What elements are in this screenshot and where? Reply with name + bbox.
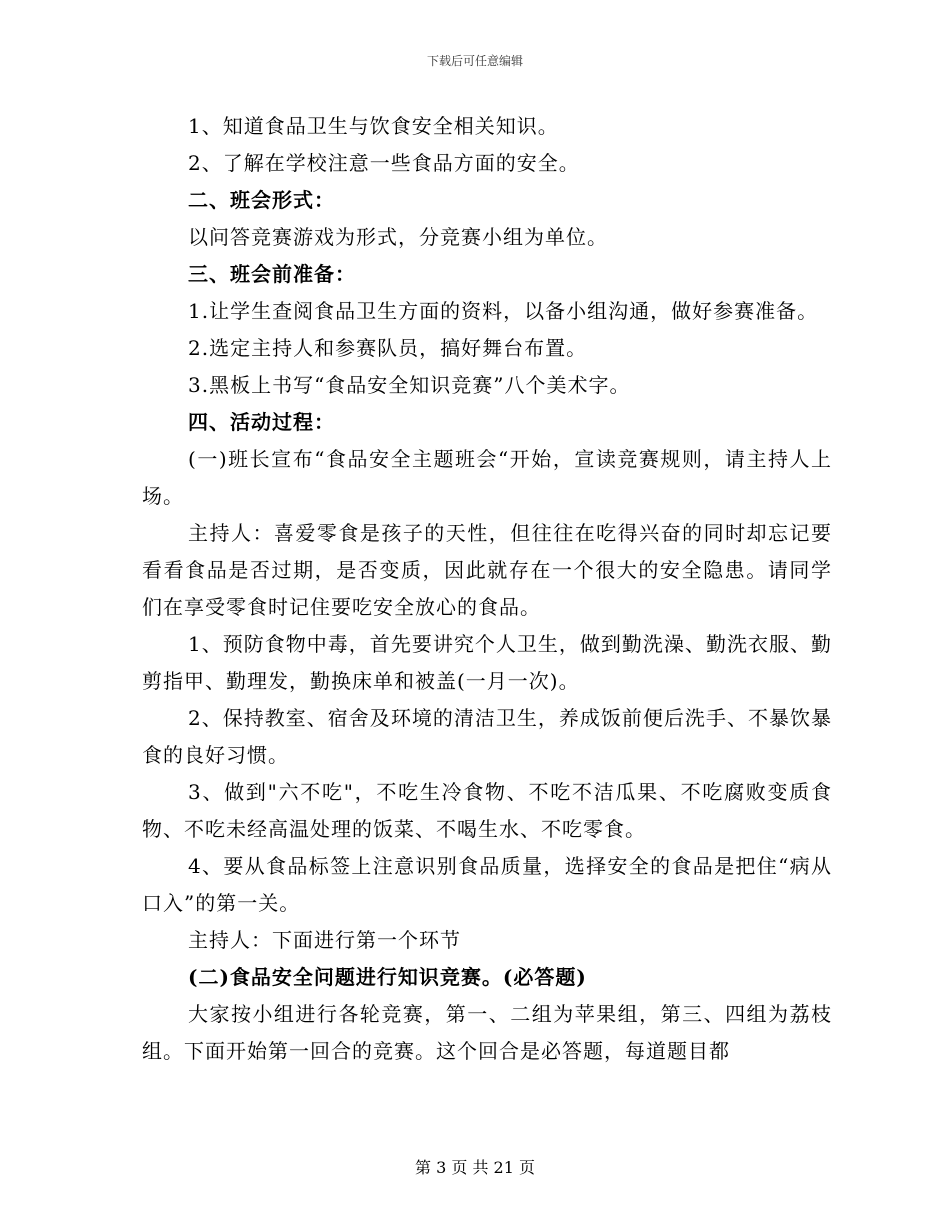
paragraph: 2、了解在学校注意一些食品方面的安全。 [188, 151, 580, 175]
paragraph: 主持人：下面进行第一个环节 [188, 928, 461, 952]
paragraph: 1.让学生查阅食品卫生方面的资料，以备小组沟通，做好参赛准备。 [188, 299, 819, 323]
paragraph: 3、做到"六不吃"，不吃生冷食物、不吃不洁瓜果、不吃腐败变质食物、不吃未经高温处理的饭菜、不喝生水、不吃零食。 [142, 780, 832, 841]
section-heading: 三、班会前准备： [188, 262, 356, 286]
document-body [142, 108, 832, 1070]
paragraph: 主持人：喜爱零食是孩子的天性，但往往在吃得兴奋的同时却忘记要看看食品是否过期，是否变质，因此就存在一个很大的安全隐患。请同学们在享受零食时记住要吃安全放心的食品。 [142, 521, 832, 619]
paragraph: 3.黑板上书写“食品安全知识竞赛”八个美术字。 [188, 373, 631, 397]
page-number-footer: 第 3 页 共 21 页 [415, 1158, 535, 1177]
section-heading: 四、活动过程： [188, 410, 335, 434]
section-heading: (二)食品安全问题进行知识竞赛。(必答题) [188, 965, 587, 989]
paragraph: 1、知道食品卫生与饮食安全相关知识。 [188, 114, 559, 138]
paragraph: 2.选定主持人和参赛队员，搞好舞台布置。 [188, 336, 588, 360]
paragraph: 1、预防食物中毒，首先要讲究个人卫生，做到勤洗澡、勤洗衣服、勤剪指甲、勤理发，勤换床单和被盖(一月一次)。 [142, 632, 832, 693]
page-header-note: 下载后可任意编辑 [426, 54, 523, 68]
section-heading: 二、班会形式： [188, 188, 335, 212]
paragraph: 大家按小组进行各轮竞赛，第一、二组为苹果组，第三、四组为荔枝组。下面开始第一回合的竞赛。这个回合是必答题，每道题目都 [142, 1002, 832, 1063]
paragraph: 2、保持教室、宿舍及环境的清洁卫生，养成饭前便后洗手、不暴饮暴食的良好习惯。 [142, 706, 832, 767]
paragraph: 4、要从食品标签上注意识别食品质量，选择安全的食品是把住“病从口入”的第一关。 [142, 854, 832, 915]
paragraph: 以问答竞赛游戏为形式，分竞赛小组为单位。 [188, 225, 608, 249]
paragraph: (一)班长宣布“食品安全主题班会“开始，宣读竞赛规则，请主持人上场。 [142, 447, 832, 508]
